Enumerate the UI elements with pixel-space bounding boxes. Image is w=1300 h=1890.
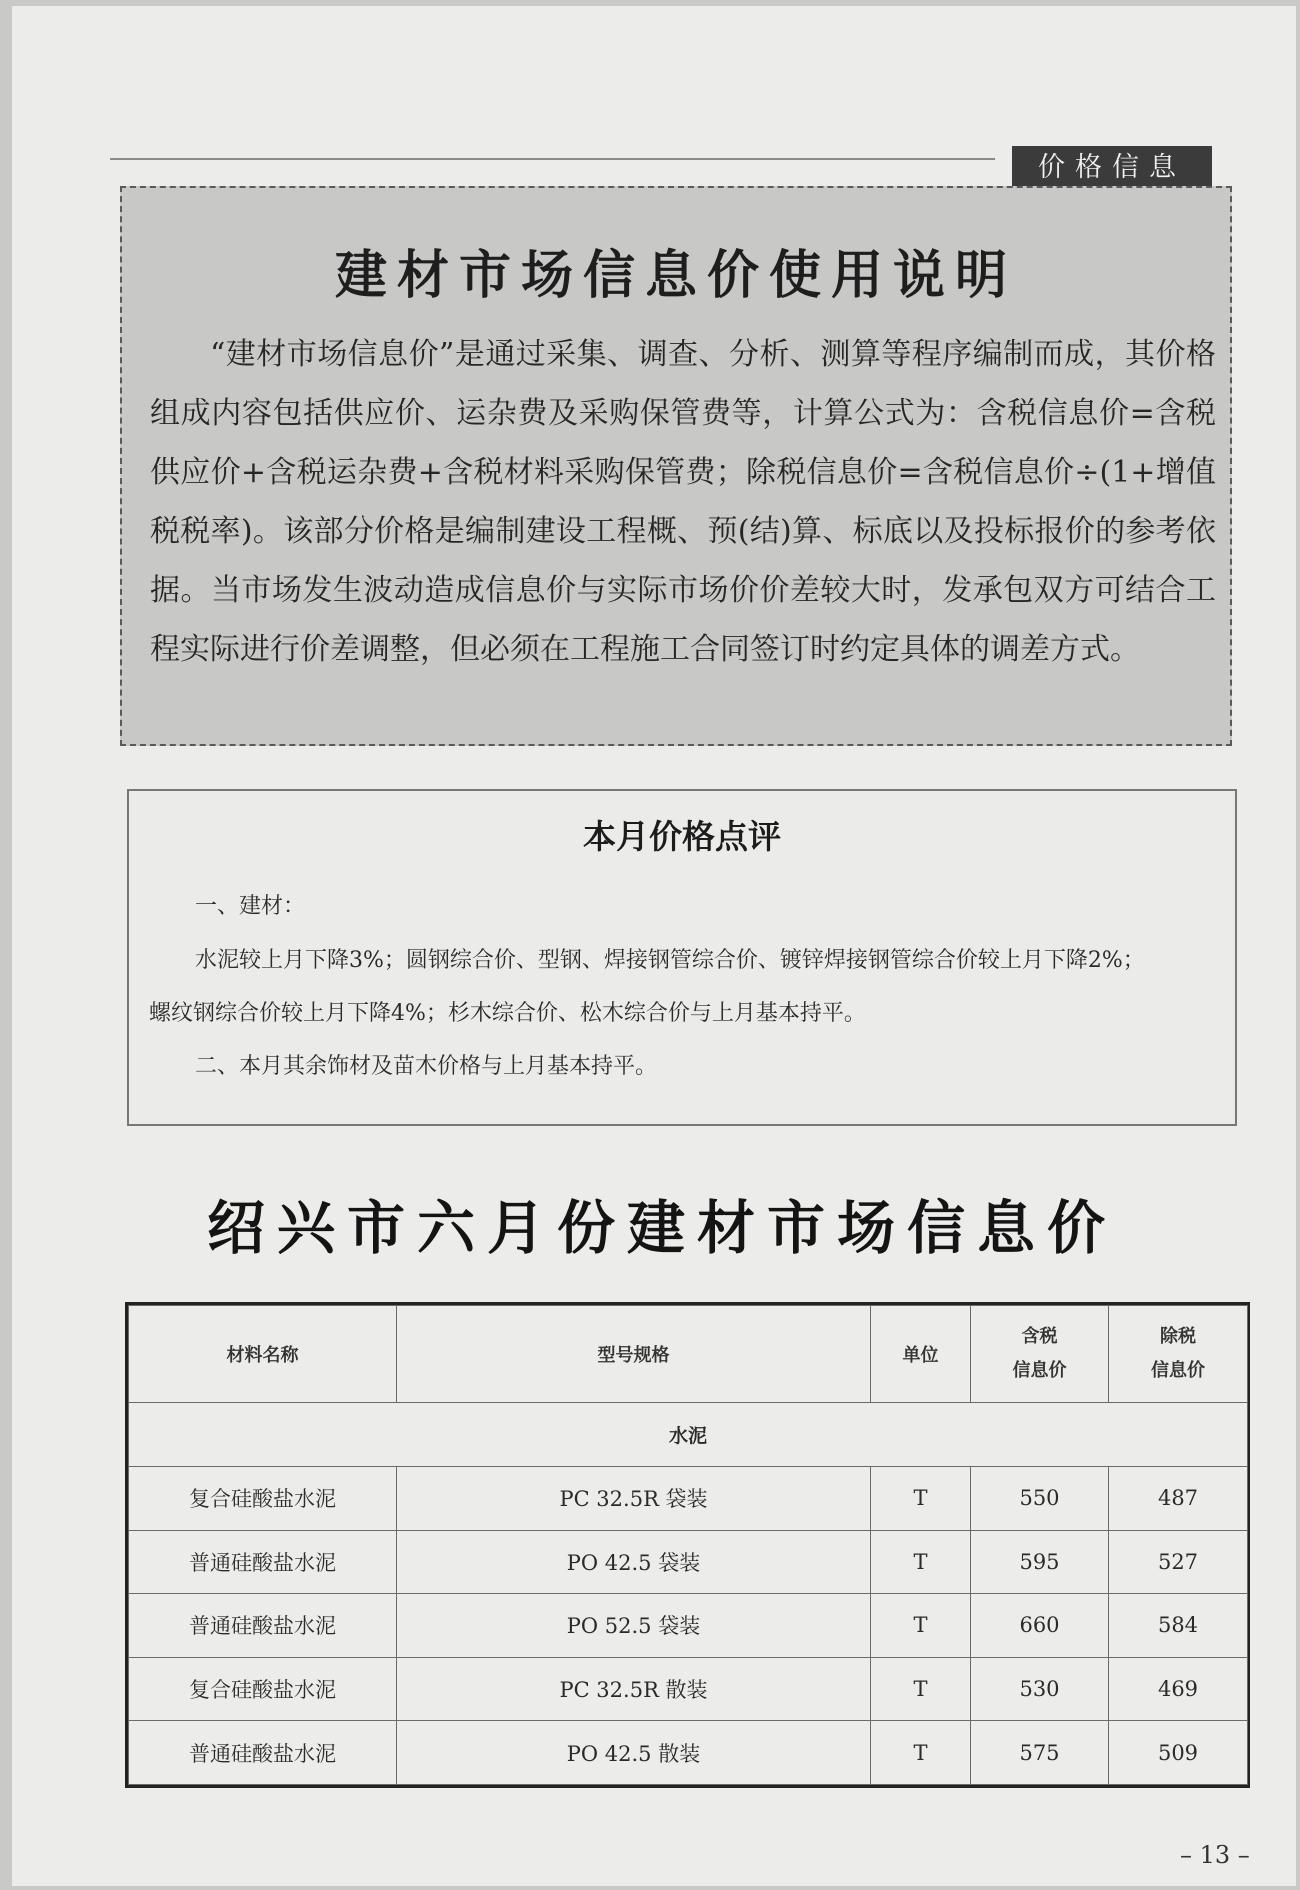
col-header-tax-excl: 除税 信息价 xyxy=(1109,1306,1248,1403)
usage-notes-title: 建材市场信息价使用说明 xyxy=(334,246,1017,306)
cell-tax-incl: 660 xyxy=(971,1594,1109,1658)
category-label: 水泥 xyxy=(129,1403,1248,1467)
cell-spec: PO 52.5 袋装 xyxy=(397,1594,871,1658)
section-tag: 价格信息 xyxy=(1012,146,1212,190)
cell-unit: T xyxy=(871,1657,971,1721)
category-row xyxy=(129,1403,1248,1467)
cell-tax-incl: 595 xyxy=(971,1530,1109,1594)
cell-tax-incl: 530 xyxy=(971,1657,1109,1721)
cell-spec: PO 42.5 袋装 xyxy=(397,1530,871,1594)
table-row xyxy=(129,1467,1248,1531)
table-row xyxy=(129,1721,1248,1785)
table-header-row xyxy=(129,1306,1248,1403)
cell-spec: PC 32.5R 袋装 xyxy=(397,1467,871,1531)
col-header-name: 材料名称 xyxy=(129,1306,397,1403)
cell-tax-excl: 487 xyxy=(1109,1467,1248,1531)
table-row xyxy=(129,1594,1248,1658)
cell-tax-incl: 575 xyxy=(971,1721,1109,1785)
cell-unit: T xyxy=(871,1594,971,1658)
header-rule xyxy=(110,158,995,160)
review-paragraph: 一、建材： xyxy=(195,894,306,919)
cell-tax-incl: 550 xyxy=(971,1467,1109,1531)
monthly-review-box xyxy=(127,789,1237,1126)
cell-unit: T xyxy=(871,1467,971,1531)
usage-notes-body: “建材市场信息价”是通过采集、调查、分析、测算等程序编制而成，其价格组成内容包括供应价、运杂费及采购保管费等，计算公式为：含税信息价=含税供应价+含税运杂费+含税材料采购保管费；除税信息价=含税信息价÷(1+增值税税率)。该部分价格是编制建设工程概、预(结)算、标底以及投标报价的参考依据。当市场发生波动造成信息价与实际市场价价差较大时，发承包双方可结合工程实际进行价差调整，但必须在工程施工合同签订时约定具体的调差方式。 xyxy=(150,337,1216,667)
cell-unit: T xyxy=(871,1530,971,1594)
price-list-title: 绍兴市六月份建材市场信息价 xyxy=(206,1194,1117,1262)
review-paragraph: 水泥较上月下降3%；圆钢综合价、型钢、焊接钢管综合价、镀锌焊接钢管综合价较上月下降2%； xyxy=(195,948,1145,973)
cell-unit: T xyxy=(871,1721,971,1785)
col-header-spec: 型号规格 xyxy=(397,1306,871,1403)
cell-tax-excl: 527 xyxy=(1109,1530,1248,1594)
review-paragraph: 二、本月其余饰材及苗木价格与上月基本持平。 xyxy=(195,1054,658,1079)
price-table xyxy=(128,1305,1248,1785)
review-paragraph: 螺纹钢综合价较上月下降4%；杉木综合价、松木综合价与上月基本持平。 xyxy=(149,1001,866,1026)
page-number: – 13 – xyxy=(1180,1841,1250,1869)
table-row xyxy=(129,1657,1248,1721)
cell-spec: PC 32.5R 散装 xyxy=(397,1657,871,1721)
cell-name: 普通硅酸盐水泥 xyxy=(129,1594,397,1658)
usage-notes-box xyxy=(120,186,1232,746)
cell-tax-excl: 509 xyxy=(1109,1721,1248,1785)
col-header-tax-incl: 含税 信息价 xyxy=(971,1306,1109,1403)
cell-name: 复合硅酸盐水泥 xyxy=(129,1467,397,1531)
table-row xyxy=(129,1530,1248,1594)
cell-name: 普通硅酸盐水泥 xyxy=(129,1530,397,1594)
cell-name: 复合硅酸盐水泥 xyxy=(129,1657,397,1721)
cell-tax-excl: 469 xyxy=(1109,1657,1248,1721)
cell-spec: PO 42.5 散装 xyxy=(397,1721,871,1785)
monthly-review-title: 本月价格点评 xyxy=(583,817,781,856)
cell-name: 普通硅酸盐水泥 xyxy=(129,1721,397,1785)
col-header-unit: 单位 xyxy=(871,1306,971,1403)
price-table-frame xyxy=(125,1302,1250,1788)
cell-tax-excl: 584 xyxy=(1109,1594,1248,1658)
page-sheet xyxy=(12,6,1296,1886)
